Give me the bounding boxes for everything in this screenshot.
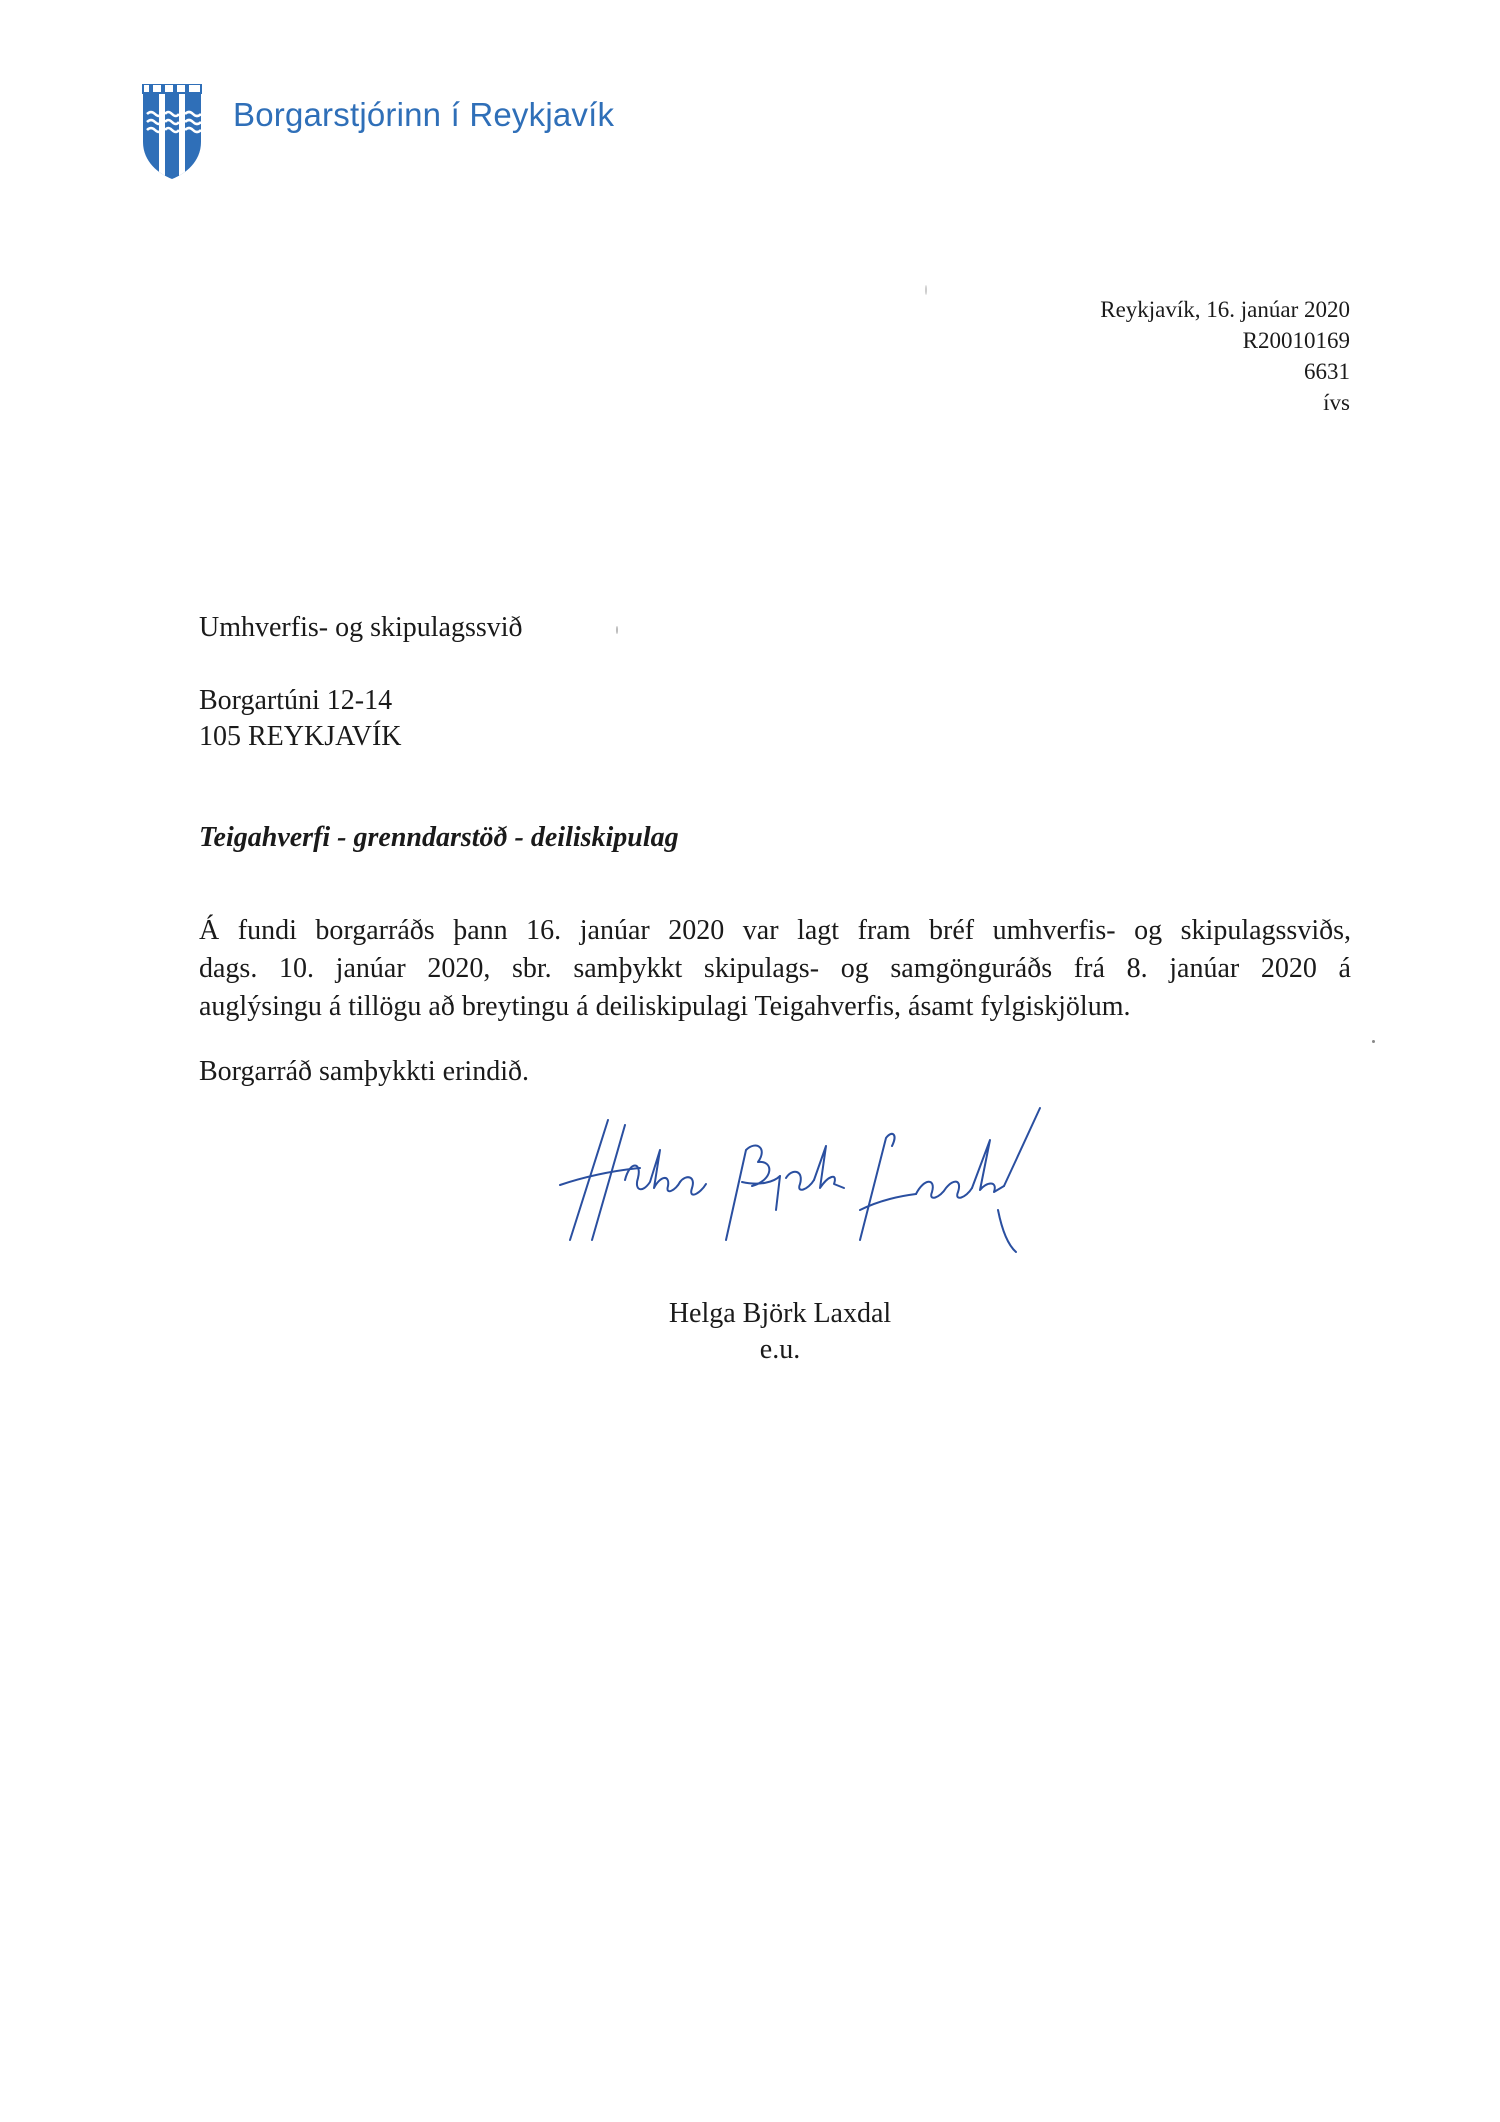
scan-speck bbox=[925, 285, 927, 295]
signer-block bbox=[650, 1296, 910, 1368]
place-date: Reykjavík, 16. janúar 2020 bbox=[1100, 297, 1350, 322]
body-line: Á fundi borgarráðs þann 16. janúar 2020 var lagt fram bréf umhverfis- og skipulagssviðs, bbox=[199, 915, 1351, 946]
recipient-city: 105 REYKJAVÍK bbox=[199, 721, 402, 752]
scan-speck bbox=[1372, 1040, 1375, 1043]
scan-speck bbox=[616, 626, 618, 634]
body-line: auglýsingu á tillögu að breytingu á deiliskipulagi Teigahverfis, ásamt fylgiskjölum. bbox=[199, 991, 1131, 1022]
letter-subject: Teigahverfi - grenndarstöð - deiliskipulag bbox=[199, 822, 679, 853]
organization-name: Borgarstjórinn í Reykjavík bbox=[233, 96, 615, 133]
recipient-street: Borgartúni 12-14 bbox=[199, 685, 393, 716]
body-line: dags. 10. janúar 2020, sbr. samþykkt skipulags- og samgönguráðs frá 8. janúar 2020 á bbox=[199, 953, 1351, 984]
recipient-address bbox=[199, 683, 402, 755]
reference-code: 6631 bbox=[1304, 359, 1350, 384]
signer-title: e.u. bbox=[759, 1334, 801, 1365]
author-initials: ívs bbox=[1323, 390, 1350, 415]
case-number: R20010169 bbox=[1242, 328, 1350, 353]
signer-name: Helga Björk Laxdal bbox=[668, 1298, 892, 1329]
coat-of-arms-icon bbox=[141, 84, 203, 180]
closing-statement: Borgarráð samþykkti erindið. bbox=[199, 1056, 529, 1087]
handwritten-signature bbox=[530, 1090, 1050, 1260]
body-paragraph bbox=[199, 912, 1351, 1026]
recipient-name: Umhverfis- og skipulagssvið bbox=[199, 612, 523, 643]
reference-block bbox=[1100, 294, 1350, 418]
